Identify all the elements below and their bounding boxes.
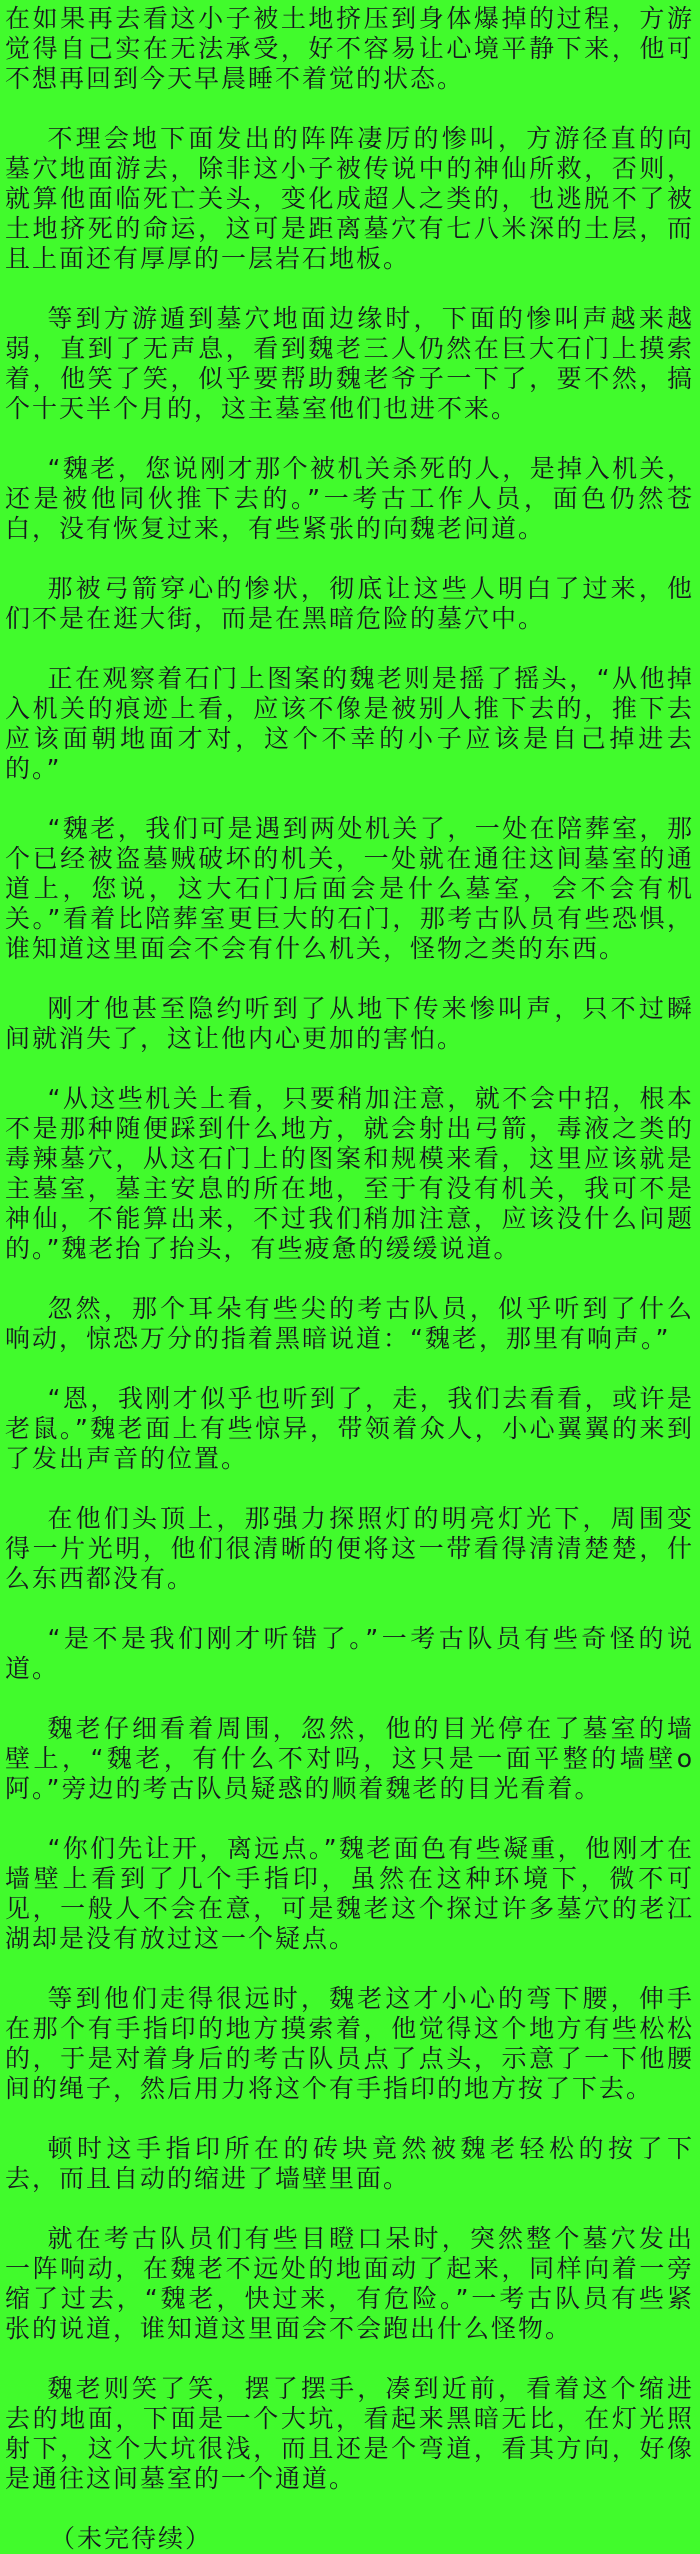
novel-paragraph: “从这些机关上看，只要稍加注意，就不会中招，根本不是那种随便踩到什么地方，就会射出弓箭，毒液之类的毒辣墓穴，从这石门上的图案和规模来看，这里应该就是主墓室，墓主安息的所在地，至于有没有机关，我可不是神仙，不能算出来，不过我们稍加注意，应该没什么问题的。”魏老抬了抬头，有些疲惫的缓缓说道。	[5, 1084, 694, 1263]
novel-paragraph: 顿时这手指印所在的砖块竟然被魏老轻松的按了下去，而且自动的缩进了墙壁里面。	[5, 2134, 694, 2193]
novel-paragraph: 魏老仔细看着周围，忽然，他的目光停在了墓室的墙壁上，“魏老，有什么不对吗，这只是一面平整的墙壁o阿。”旁边的考古队员疑惑的顺着魏老的目光看着。	[5, 1714, 694, 1803]
novel-paragraph: 等到方游遁到墓穴地面边缘时，下面的惨叫声越来越弱，直到了无声息，看到魏老三人仍然在巨大石门上摸索着，他笑了笑，似乎要帮助魏老爷子一下了，要不然，搞个十天半个月的，这主墓室他们也进不来。	[5, 304, 694, 423]
novel-paragraph: “你们先让开，离远点。”魏老面色有些凝重，他刚才在墙壁上看到了几个手指印，虽然在这种环境下，微不可见，一般人不会在意，可是魏老这个探过许多墓穴的老江湖却是没有放过这一个疑点。	[5, 1834, 694, 1953]
novel-paragraph: 在如果再去看这小子被土地挤压到身体爆掉的过程，方游觉得自己实在无法承受，好不容易让心境平静下来，他可不想再回到今天早晨睡不着觉的状态。	[5, 4, 694, 93]
novel-paragraph: “魏老，您说刚才那个被机关杀死的人，是掉入机关，还是被他同伙推下去的。”一考古工作人员，面色仍然苍白，没有恢复过来，有些紧张的向魏老问道。	[5, 454, 694, 543]
novel-paragraph: 不理会地下面发出的阵阵凄厉的惨叫，方游径直的向墓穴地面游去，除非这小子被传说中的神仙所救，否则，就算他面临死亡关头，变化成超人之类的，也逃脱不了被土地挤死的命运，这可是距离墓穴有七八米深的土层，而且上面还有厚厚的一层岩石地板。	[5, 124, 694, 273]
novel-paragraph: 魏老则笑了笑，摆了摆手，凑到近前，看着这个缩进去的地面，下面是一个大坑，看起来黑暗无比，在灯光照射下，这个大坑很浅，而且还是个弯道，看其方向，好像是通往这间墓室的一个通道。	[5, 2374, 694, 2493]
novel-paragraph: “恩，我刚才似乎也听到了，走，我们去看看，或许是老鼠。”魏老面上有些惊异，带领着众人，小心翼翼的来到了发出声音的位置。	[5, 1384, 694, 1473]
novel-paragraph: 忽然，那个耳朵有些尖的考古队员，似乎听到了什么响动，惊恐万分的指着黑暗说道：“魏老，那里有响声。”	[5, 1294, 694, 1353]
novel-paragraph: 刚才他甚至隐约听到了从地下传来惨叫声，只不过瞬间就消失了，这让他内心更加的害怕。	[5, 994, 694, 1053]
novel-paragraph: 就在考古队员们有些目瞪口呆时，突然整个墓穴发出一阵响动，在魏老不远处的地面动了起来，同样向着一旁缩了过去，“魏老，快过来，有危险。”一考古队员有些紧张的说道，谁知道这里面会不会跑出什么怪物。	[5, 2224, 694, 2343]
novel-paragraph: 在他们头顶上，那强力探照灯的明亮灯光下，周围变得一片光明，他们很清晰的便将这一带看得清清楚楚，什么东西都没有。	[5, 1504, 694, 1593]
novel-paragraph: 那被弓箭穿心的惨状，彻底让这些人明白了过来，他们不是在逛大街，而是在黑暗危险的墓穴中。	[5, 574, 694, 633]
novel-paragraph: “是不是我们刚才听错了。”一考古队员有些奇怪的说道。	[5, 1624, 694, 1683]
to-be-continued-note: （未完待续）	[50, 2524, 213, 2553]
novel-paragraph: 正在观察着石门上图案的魏老则是摇了摇头，“从他掉入机关的痕迹上看，应该不像是被别人推下去的，推下去应该面朝地面才对，这个不幸的小子应该是自己掉进去的。”	[5, 664, 694, 783]
novel-paragraph: “魏老，我们可是遇到两处机关了，一处在陪葬室，那个已经被盗墓贼破坏的机关，一处就在通往这间墓室的通道上，您说，这大石门后面会是什么墓室，会不会有机关。”看着比陪葬室更巨大的石门，那考古队员有些恐惧，谁知道这里面会不会有什么机关，怪物之类的东西。	[5, 814, 694, 963]
novel-paragraph: 等到他们走得很远时，魏老这才小心的弯下腰，伸手在那个有手指印的地方摸索着，他觉得这个地方有些松松的，于是对着身后的考古队员点了点头，示意了一下他腰间的绳子，然后用力将这个有手指印的地方按了下去。	[5, 1984, 694, 2103]
